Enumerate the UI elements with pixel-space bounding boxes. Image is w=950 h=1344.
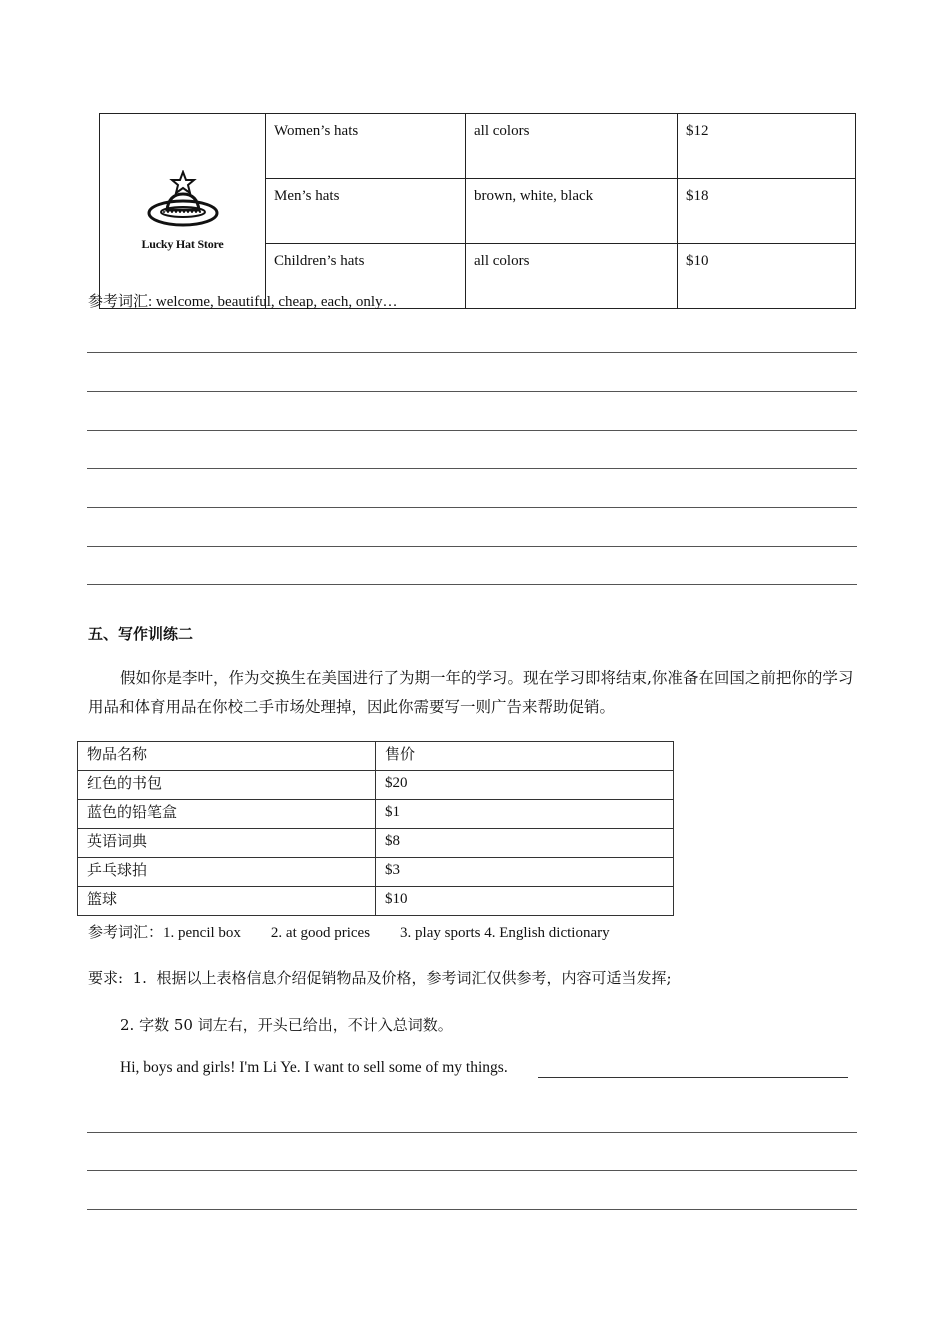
item-price: $8 — [376, 829, 674, 858]
hat-colors: all colors — [466, 244, 678, 309]
writing-line[interactable] — [87, 352, 857, 353]
hat-price: $12 — [678, 114, 856, 179]
item-price: $1 — [376, 800, 674, 829]
hat-store-table — [99, 113, 856, 309]
vocab-list: 1. pencil box 2. at good prices 3. play sports 4. English dictionary — [163, 925, 610, 941]
header-price: 售价 — [376, 742, 674, 771]
writing-line[interactable] — [87, 391, 857, 392]
item-name: 红色的书包 — [78, 771, 376, 800]
item-price: $10 — [376, 887, 674, 916]
writing-line[interactable] — [87, 1209, 857, 1210]
item-price: $20 — [376, 771, 674, 800]
table-row — [78, 800, 674, 829]
item-price: $3 — [376, 858, 674, 887]
table-header-row — [78, 742, 674, 771]
item-name: 英语词典 — [78, 829, 376, 858]
writing-line[interactable] — [87, 1132, 857, 1133]
table-row — [78, 887, 674, 916]
hat-price: $10 — [678, 244, 856, 309]
writing-blank[interactable] — [538, 1077, 848, 1078]
item-name: 蓝色的铅笔盒 — [78, 800, 376, 829]
item-name: 乒乓球拍 — [78, 858, 376, 887]
task-prompt: 假如你是李叶，作为交换生在美国进行了为期一年的学习。现在学习即将结束,你准备在回国之前把你的学习用品和体育用品在你校二手市场处理掉，因此你需要写一则广告来帮助促销。 — [88, 669, 854, 716]
header-item-name: 物品名称 — [78, 742, 376, 771]
table-row — [100, 114, 856, 179]
item-name: 篮球 — [78, 887, 376, 916]
table-row — [78, 858, 674, 887]
writing-line[interactable] — [87, 507, 857, 508]
hat-item: Children’s hats — [266, 244, 466, 309]
reference-vocabulary-2 — [88, 921, 610, 942]
opening-sentence: Hi, boys and girls! I'm Li Ye. I want to sell some of my things. — [120, 1059, 508, 1076]
reference-vocabulary: 参考词汇: welcome, beautiful, cheap, each, only… — [88, 294, 398, 310]
writing-line[interactable] — [87, 1170, 857, 1171]
writing-line[interactable] — [87, 546, 857, 547]
hat-item: Men’s hats — [266, 179, 466, 244]
writing-line[interactable] — [87, 430, 857, 431]
vocab-label: 参考词汇： — [88, 923, 164, 941]
writing-line[interactable] — [87, 468, 857, 469]
requirement-2: 2. 字数 50 词左右，开头已给出，不计入总词数。 — [120, 1016, 453, 1034]
writing-line[interactable] — [87, 584, 857, 585]
hat-colors: all colors — [466, 114, 678, 179]
hat-logo-icon — [100, 170, 265, 237]
section-title: 五、写作训练二 — [88, 625, 194, 643]
hat-price: $18 — [678, 179, 856, 244]
hat-item: Women’s hats — [266, 114, 466, 179]
requirement-1: 要求: 1. 根据以上表格信息介绍促销物品及价格，参考词汇仅供参考，内容可适当发挥; — [88, 969, 672, 987]
table-row — [78, 771, 674, 800]
hat-colors: brown, white, black — [466, 179, 678, 244]
store-name: Lucky Hat Store — [141, 236, 224, 251]
store-logo-cell — [100, 114, 266, 309]
items-table — [77, 741, 674, 916]
table-row — [78, 829, 674, 858]
